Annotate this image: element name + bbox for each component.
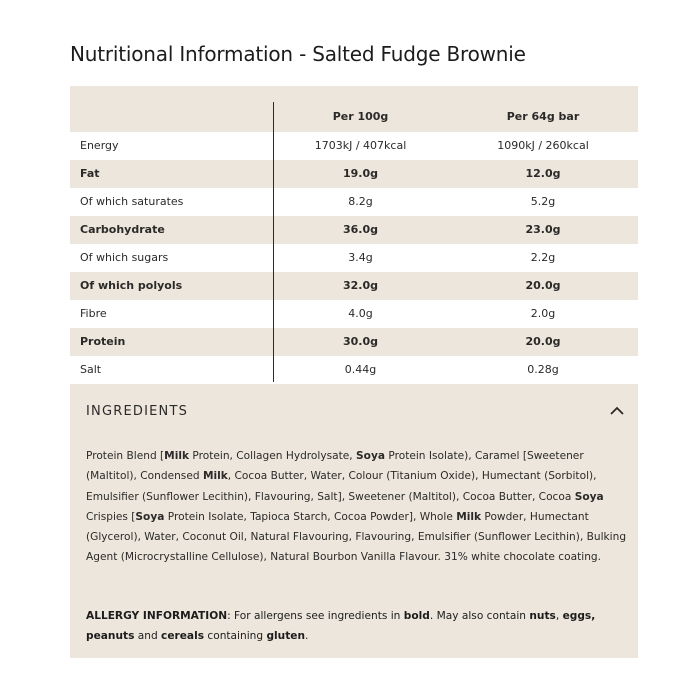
allergy-information [86, 606, 634, 647]
column-divider [273, 102, 274, 382]
ingredients-segment: Crispies [ [86, 510, 136, 523]
row-per-bar: 5.2g [530, 195, 556, 208]
allergy-bold: gluten [266, 630, 306, 643]
row-label: Salt [80, 363, 102, 376]
allergy-segment: . May also contain [429, 610, 530, 622]
row-label: Energy [80, 139, 119, 152]
table-row [70, 328, 638, 356]
row-per-100g: 0.44g [344, 363, 377, 376]
table-row [70, 272, 638, 300]
allergy-segment: and [134, 630, 162, 643]
row-label: Fibre [80, 307, 107, 320]
row-per-100g: 1703kJ / 407kcal [314, 139, 407, 152]
row-per-bar: 23.0g [525, 223, 561, 236]
table-row [70, 300, 638, 328]
ingredients-segment: Protein, Collagen Hydrolysate, [189, 450, 357, 462]
header-per-bar: Per 64g bar [506, 110, 580, 123]
chevron-up-icon[interactable] [608, 404, 626, 418]
allergen-bold: Milk [202, 470, 228, 483]
row-per-100g: 32.0g [342, 279, 378, 292]
allergy-segment: : For allergens see ingredients in [227, 610, 404, 622]
row-per-bar: 2.2g [530, 251, 556, 264]
allergy-segment: . [305, 630, 309, 643]
ingredients-segment: Powder, Humectant (Glycerol), Water, Coconut Oil, Natural Flavouring, Flavouring, Emulsifier (Sunflower Lecithin), Bulking Agent (Microcrystalline Cellulose), Natural Bourbon Vanilla Flavour. 31% white chocolate coating. [86, 510, 627, 564]
row-per-bar: 0.28g [527, 363, 559, 376]
row-label: Protein [80, 335, 126, 348]
row-label: Fat [80, 167, 100, 180]
page-title: Nutritional Information - Salted Fudge Brownie [70, 42, 526, 66]
table-row [70, 188, 638, 216]
table-row [70, 132, 638, 160]
ingredients-text [86, 446, 634, 568]
header-per-100g: Per 100g [332, 110, 389, 123]
row-label: Of which sugars [80, 251, 169, 264]
nutrition-table [70, 102, 638, 384]
allergy-bold: cereals [161, 630, 205, 643]
row-per-100g: 4.0g [348, 307, 373, 320]
ingredients-segment: Protein Isolate), Caramel [Sweetener (Maltitol), Condensed [86, 450, 584, 483]
allergy-segment: containing [204, 630, 267, 643]
ingredients-segment: Protein Blend [ [86, 450, 165, 462]
table-row [70, 244, 638, 272]
allergy-label: ALLERGY INFORMATION [86, 610, 228, 622]
allergen-bold: Milk [456, 510, 482, 523]
row-per-bar: 2.0g [530, 307, 556, 320]
allergen-bold: Soya [356, 450, 386, 462]
ingredients-heading[interactable]: INGREDIENTS [86, 404, 189, 419]
table-row [70, 160, 638, 188]
allergy-segment: , [555, 610, 563, 622]
nutrition-panel [70, 86, 638, 658]
table-row [70, 216, 638, 244]
table-header-row [70, 102, 638, 132]
allergy-bold: eggs, peanuts [86, 610, 596, 643]
ingredients-segment: , Cocoa Butter, Water, Colour (Titanium Oxide), Humectant (Sorbitol), Emulsifier (Sunflower Lecithin), Flavouring, Salt], Sweetener (Maltitol), Cocoa Butter, Cocoa [86, 470, 597, 503]
allergen-bold: Soya [574, 490, 604, 503]
row-per-bar: 20.0g [525, 335, 561, 348]
row-per-100g: 3.4g [348, 251, 373, 264]
row-per-100g: 8.2g [348, 195, 373, 208]
row-per-100g: 19.0g [342, 167, 378, 180]
row-label: Of which saturates [80, 195, 184, 208]
row-per-bar: 12.0g [525, 167, 561, 180]
row-per-100g: 36.0g [342, 223, 378, 236]
row-label: Of which polyols [80, 279, 183, 292]
ingredients-segment: Protein Isolate, Tapioca Starch, Cocoa Powder], Whole [164, 510, 457, 523]
allergy-bold: bold [403, 610, 430, 622]
allergen-bold: Milk [164, 450, 190, 462]
row-per-100g: 30.0g [342, 335, 378, 348]
allergy-bold: nuts [529, 610, 556, 622]
row-label: Carbohydrate [80, 223, 165, 236]
table-row [70, 356, 638, 384]
row-per-bar: 20.0g [525, 279, 561, 292]
allergen-bold: Soya [135, 510, 165, 523]
row-per-bar: 1090kJ / 260kcal [497, 139, 589, 152]
